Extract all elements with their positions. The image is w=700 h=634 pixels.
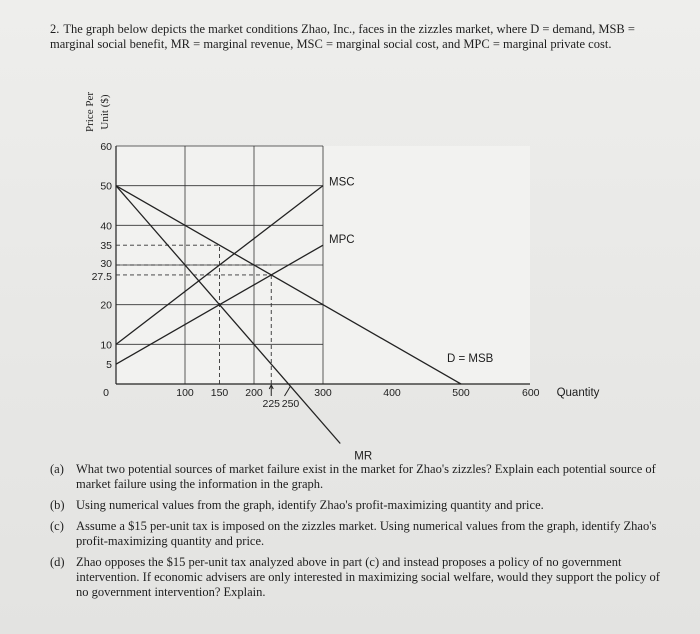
y-tick-label-30: 30 xyxy=(100,258,112,270)
y-tick-label-27-5: 27.5 xyxy=(91,270,112,283)
part-text: Assume a $15 per-unit tax is imposed on the zizzles market. Using numerical values from the graph, identify Zhao's profit-maximizing quantity and price. xyxy=(76,519,657,548)
x-tick-label-500: 500 xyxy=(452,387,470,399)
part-text: What two potential sources of market failure exist in the market for Zhao's zizzles? Explain each potential source of market failure using the information in the graph. xyxy=(76,462,656,491)
question-number: 2. xyxy=(50,22,60,36)
part-label: (d) xyxy=(50,555,65,569)
part-d xyxy=(50,555,670,600)
part-label: (c) xyxy=(50,519,64,533)
annotation-msc: MSC xyxy=(329,176,355,189)
annotation-mpc: MPC xyxy=(329,234,355,247)
x-tick-label-250: 250 xyxy=(281,398,300,410)
x-tick-label-225: 225 xyxy=(262,398,281,410)
arrow-marker-250 xyxy=(285,386,291,396)
y-tick-label-10: 10 xyxy=(100,339,112,352)
y-axis-label-line1: Price Per xyxy=(84,91,96,133)
part-c xyxy=(50,519,670,549)
x-tick-label-150: 150 xyxy=(210,387,229,399)
x-tick-label-100: 100 xyxy=(176,387,194,399)
x-tick-label-300: 300 xyxy=(314,387,332,399)
y-tick-label-40: 40 xyxy=(100,220,112,233)
y-tick-label-35: 35 xyxy=(100,240,112,253)
part-text: Zhao opposes the $15 per-unit tax analyzed above in part (c) and instead proposes a policy of no government intervention. If economic advisers are only interested in maximizing social welfare, would they support the policy of no government intervention? Explain. xyxy=(76,555,660,599)
annotation-demand-msb: D = MSB xyxy=(447,353,494,365)
part-a xyxy=(50,462,670,492)
y-tick-label-5: 5 xyxy=(106,359,112,372)
x-tick-label-400: 400 xyxy=(383,387,401,399)
part-text: Using numerical values from the graph, identify Zhao's profit-maximizing quantity and price. xyxy=(76,498,544,512)
question-text: The graph below depicts the market conditions Zhao, Inc., faces in the zizzles market, where D = demand, MSB = marginal social benefit, MR = marginal revenue, MSC = marginal social cost, and MPC = marginal private cost. xyxy=(50,22,635,51)
annotation-mr: MR xyxy=(354,450,373,460)
y-axis-label-line2: Unit ($) xyxy=(99,94,111,130)
part-label: (b) xyxy=(50,498,65,512)
x-tick-label-600: 600 xyxy=(522,387,540,399)
x-axis-label: Quantity xyxy=(556,387,600,399)
y-tick-label-60: 60 xyxy=(100,141,112,153)
y-tick-label-20: 20 xyxy=(100,299,112,312)
y-tick-label-50: 50 xyxy=(100,180,112,193)
x-tick-label-200: 200 xyxy=(245,387,263,399)
x-tick-label-0: 0 xyxy=(103,387,109,399)
part-label: (a) xyxy=(50,462,64,476)
question-parts xyxy=(50,462,670,606)
part-b xyxy=(50,498,670,513)
